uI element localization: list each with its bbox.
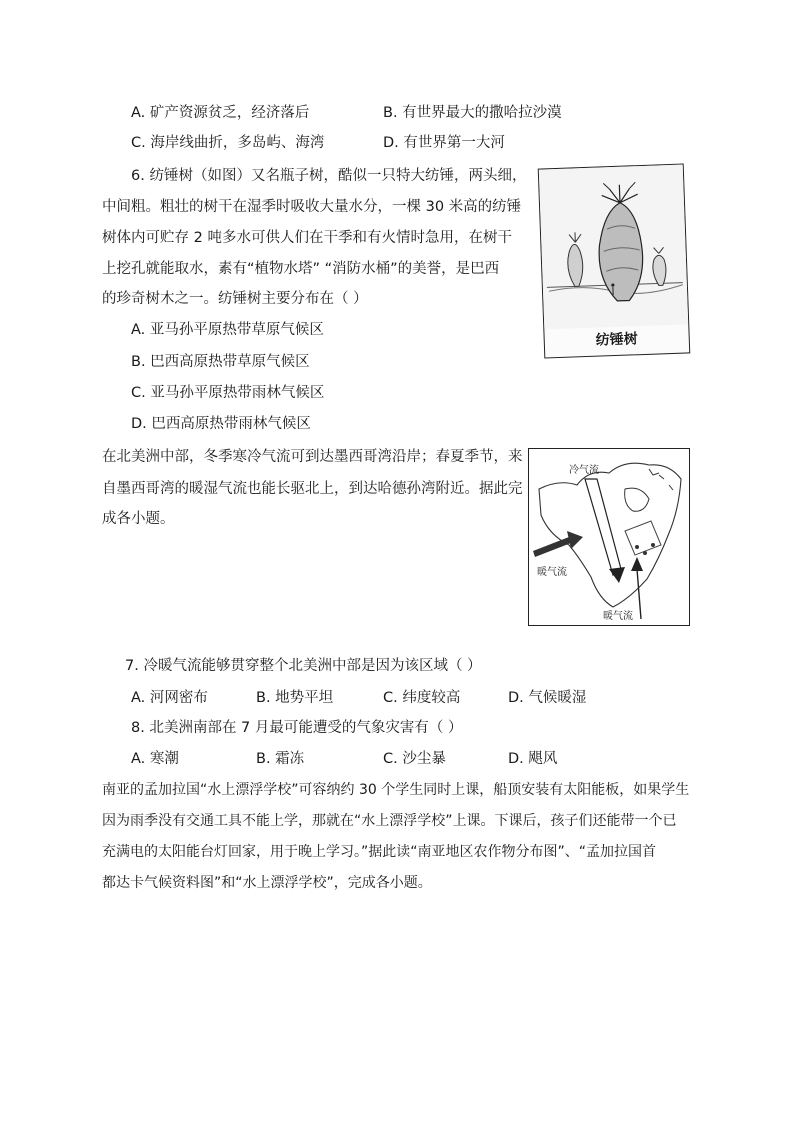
q5-option-c: C. 海岸线曲折，多岛屿、海湾 xyxy=(131,135,325,151)
passage-line: 充满电的太阳能台灯回家，用于晚上学习。”据此读“南亚地区农作物分布图”、“孟加拉国首 xyxy=(102,844,657,860)
passage-line: 成各小题。 xyxy=(102,511,175,527)
q6-stem-line: 的珍奇树木之一。纺锤树主要分布在（ ） xyxy=(102,291,368,307)
figure-caption: 纺锤树 xyxy=(595,331,639,349)
passage-line: 因为雨季没有交通工具不能上学，那就在“水上漂浮学校”上课。下课后，孩子们还能带一个已 xyxy=(102,813,677,829)
q6-stem-line: 6. 纺锤树（如图）又名瓶子树，酷似一只特大纺锤，两头细， xyxy=(131,168,527,184)
bottle-tree-illustration xyxy=(539,165,688,330)
bottle-tree-figure xyxy=(538,164,691,359)
passage-line: 南亚的孟加拉国“水上漂浮学校”可容纳约 30 个学生同时上课，船顶安装有太阳能板，如果学生 xyxy=(102,782,690,798)
warm-airflow-label-left: 暖气流 xyxy=(537,567,567,578)
q5-option-d: D. 有世界第一大河 xyxy=(383,135,505,151)
q7-option-b: B. 地势平坦 xyxy=(256,690,334,706)
q8-option-a: A. 寒潮 xyxy=(131,751,179,767)
q7-option-c: C. 纬度较高 xyxy=(383,690,461,706)
q5-option-a: A. 矿产资源贫乏，经济落后 xyxy=(131,105,310,121)
passage-line: 自墨西哥湾的暖湿气流也能长驱北上，到达哈德孙湾附近。据此完 xyxy=(102,481,523,497)
q6-option-b: B. 巴西高原热带草原气候区 xyxy=(131,354,310,370)
passage-line: 在北美洲中部，冬季寒冷气流可到达墨西哥湾沿岸；春夏季节，来 xyxy=(102,449,523,465)
cold-airflow-label: 冷气流 xyxy=(569,465,599,476)
q7-stem: 7. 冷暖气流能够贯穿整个北美洲中部是因为该区域（ ） xyxy=(125,658,482,674)
q7-option-d: D. 气候暖湿 xyxy=(508,690,587,706)
q6-option-a: A. 亚马孙平原热带草原气候区 xyxy=(131,322,324,338)
q8-option-d: D. 飓风 xyxy=(508,751,558,767)
q5-option-b: B. 有世界最大的撒哈拉沙漠 xyxy=(383,105,562,121)
q8-option-c: C. 沙尘暴 xyxy=(383,751,446,767)
airflow-map-illustration xyxy=(529,449,689,625)
q6-option-c: C. 亚马孙平原热带雨林气候区 xyxy=(131,385,325,401)
q7-option-a: A. 河网密布 xyxy=(131,690,208,706)
q6-stem-line: 中间粗。粗壮的树干在湿季时吸收大量水分，一棵 30 米高的纺锤 xyxy=(102,199,522,215)
q6-option-d: D. 巴西高原热带雨林气候区 xyxy=(131,416,311,432)
q6-stem-line: 上挖孔就能取水，素有“植物水塔” “消防水桶”的美誉，是巴西 xyxy=(102,261,500,277)
passage-line: 都达卡气候资料图”和“水上漂浮学校”，完成各小题。 xyxy=(102,875,432,891)
q8-option-b: B. 霜冻 xyxy=(256,751,305,767)
warm-airflow-label-bottom: 暖气流 xyxy=(603,611,633,622)
q8-stem: 8. 北美洲南部在 7 月最可能遭受的气象灾害有（ ） xyxy=(131,720,463,736)
q6-stem-line: 树体内可贮存 2 吨多水可供人们在干季和有火情时急用，在树干 xyxy=(102,230,512,246)
north-america-airflow-map xyxy=(528,448,690,626)
